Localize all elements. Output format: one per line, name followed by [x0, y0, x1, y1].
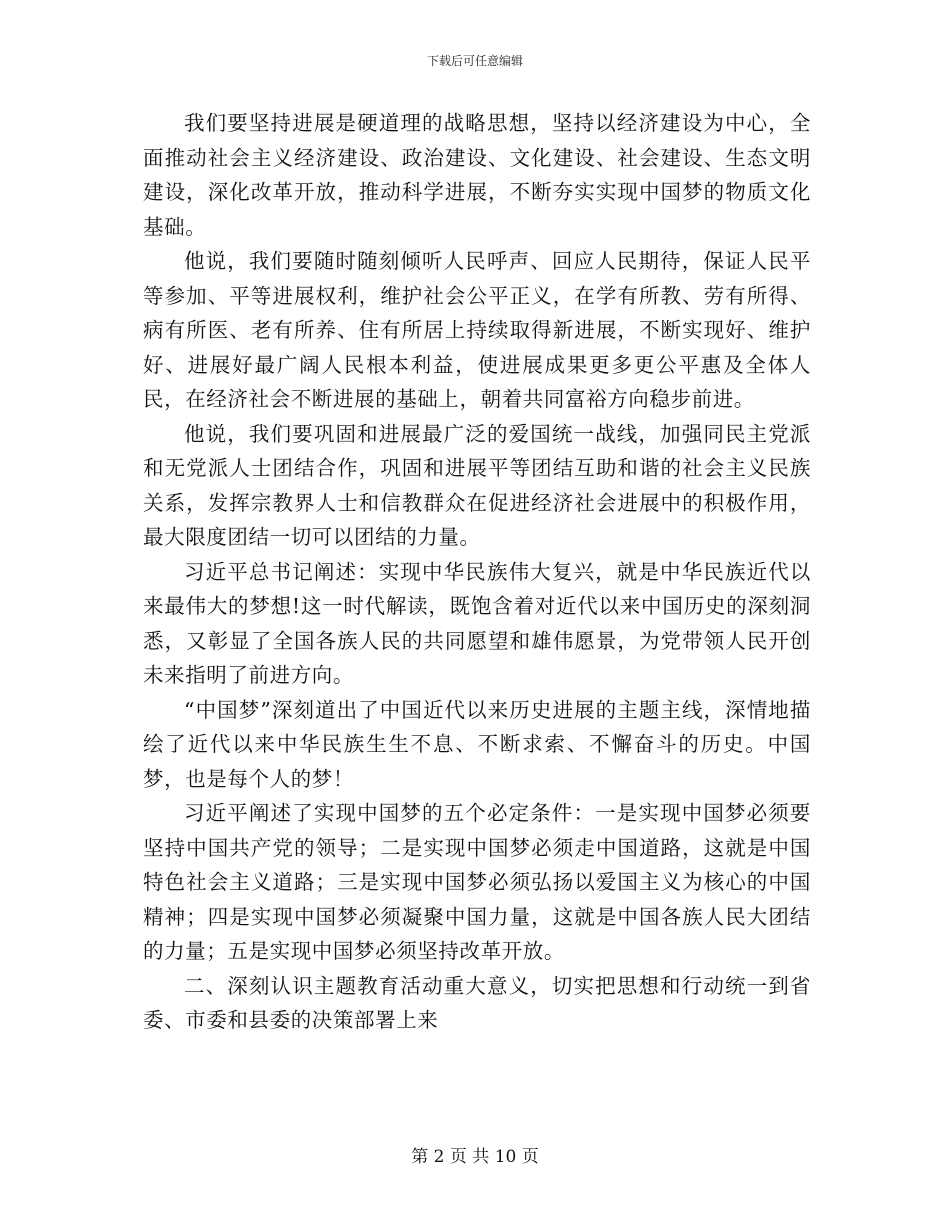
paragraph-4: 习近平总书记阐述：实现中华民族伟大复兴，就是中华民族近代以来最伟大的梦想!这一时代解读，既饱含着对近代以来中国历史的深刻洞悉，又彰显了全国各族人民的共同愿望和雄伟愿景，为党带领人民开创未来指明了前进方向。	[143, 559, 811, 687]
paragraph-2: 他说，我们要随时随刻倾听人民呼声、回应人民期待，保证人民平等参加、平等进展权利，维护社会公平正义，在学有所教、劳有所得、病有所医、老有所养、住有所居上持续取得新进展，不断实现好、维护好、进展好最广阔人民根本利益，使进展成果更多更公平惠及全体人民，在经济社会不断进展的基础上，朝着共同富裕方向稳步前进。	[143, 249, 811, 411]
paragraph-6: 习近平阐述了实现中国梦的五个必定条件：一是实现中国梦必须要坚持中国共产党的领导；二是实现中国梦必须走中国道路，这就是中国特色社会主义道路；三是实现中国梦必须弘扬以爱国主义为核心的中国精神；四是实现中国梦必须凝聚中国力量，这就是中国各族人民大团结的力量；五是实现中国梦必须坚持改革开放。	[143, 801, 811, 963]
paragraph-1: 我们要坚持进展是硬道理的战略思想，坚持以经济建设为中心，全面推动社会主义经济建设、政治建设、文化建设、社会建设、生态文明建设，深化改革开放，推动科学进展，不断夯实实现中国梦的物质文化基础。	[143, 111, 811, 239]
paragraph-3: 他说，我们要巩固和进展最广泛的爱国统一战线，加强同民主党派和无党派人士团结合作，巩固和进展平等团结互助和谐的社会主义民族关系，发挥宗教界人士和信教群众在促进经济社会进展中的积极作用，最大限度团结一切可以团结的力量。	[143, 421, 811, 549]
document-body	[143, 106, 811, 1038]
paragraph-5: “中国梦”深刻道出了中国近代以来历史进展的主题主线，深情地描绘了近代以来中华民族生生不息、不断求索、不懈奋斗的历史。中国梦，也是每个人的梦！	[143, 697, 811, 791]
page-footer: 第 2 页 共 10 页	[411, 1147, 539, 1167]
section-heading: 二、深刻认识主题教育活动重大意义，切实把思想和行动统一到省委、市委和县委的决策部署上来	[143, 973, 811, 1032]
page-header: 下载后可任意编辑	[426, 54, 523, 68]
